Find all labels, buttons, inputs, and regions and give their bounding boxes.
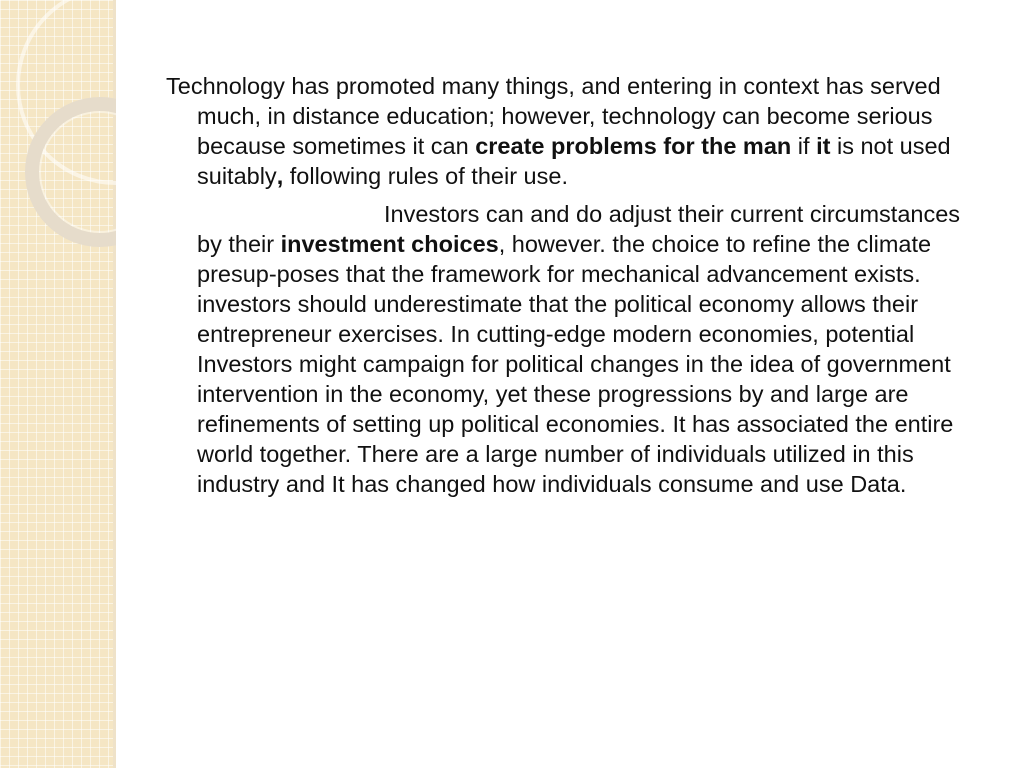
decorative-circles <box>0 0 116 260</box>
paragraph-technology: Technology has promoted many things, and entering in context has served much, in distance education; however, technology can become serious because sometimes it can create problems for the man if it is not used suitably, following rules of their use. <box>166 73 951 189</box>
paragraph-investors: Investors can and do adjust their current circumstances by their investment choices, however. the choice to refine the climate presup-poses that the framework for mechanical advancement exists. investors should underestimate that the political economy allows their entrepreneur exercises. In cutting-edge modern economies, potential Investors might campaign for political changes in the idea of government intervention in the economy, yet these progressions by and large are refinements of setting up political economies. It has associated the entire world together. There are a large number of individuals utilized in this industry and It has changed how individuals consume and use Data. <box>197 201 961 497</box>
slide-body <box>166 71 980 499</box>
